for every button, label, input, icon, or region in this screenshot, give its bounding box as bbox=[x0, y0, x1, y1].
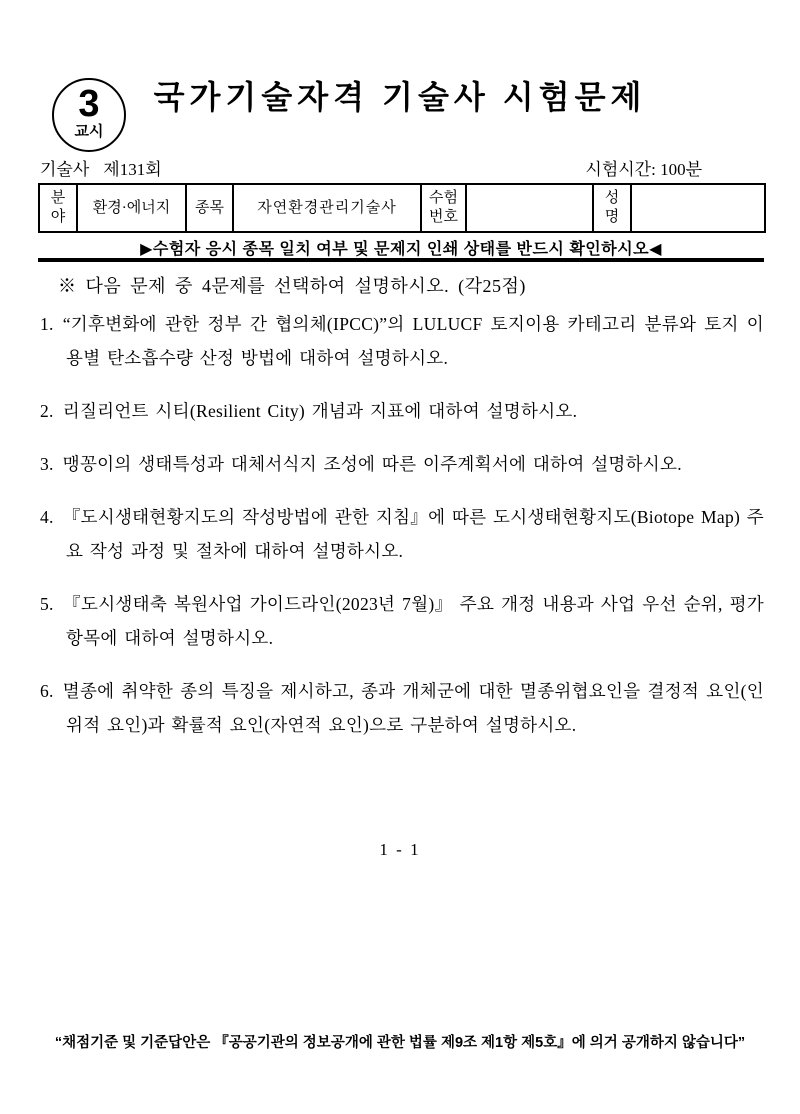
question-text: 『도시생태현황지도의 작성방법에 관한 지침』에 따른 도시생태현황지도(Biotope Map) 주요 작성 과정 및 절차에 대하여 설명하시오. bbox=[62, 507, 764, 561]
question-number: 1. bbox=[40, 314, 54, 334]
question-item bbox=[40, 447, 764, 481]
question-number: 3. bbox=[40, 454, 54, 474]
subject-value-cell: 자연환경관리기술사 bbox=[233, 184, 421, 232]
field-value-cell: 환경·에너지 bbox=[77, 184, 186, 232]
question-number: 5. bbox=[40, 594, 54, 614]
question-number: 6. bbox=[40, 681, 54, 701]
meta-row bbox=[40, 160, 764, 180]
selection-instruction: ※ 다음 문제 중 4문제를 선택하여 설명하시오. (각25점) bbox=[58, 276, 526, 296]
question-item bbox=[40, 394, 764, 428]
exam-duration: 시험시간: 100분 bbox=[585, 160, 702, 179]
name-input-cell bbox=[631, 184, 765, 232]
question-text: “기후변화에 관한 정부 간 협의체(IPCC)”의 LULUCF 토지이용 카테고리 분류와 토지 이용별 탄소흡수량 산정 방법에 대하여 설명하시오. bbox=[62, 314, 764, 368]
name-label-cell: 성명 bbox=[593, 184, 631, 232]
check-notice: ▶수험자 응시 종목 일치 여부 및 문제지 인쇄 상태를 반드시 확인하시오◀ bbox=[140, 241, 662, 258]
question-number: 2. bbox=[40, 401, 54, 421]
divider-rule bbox=[38, 258, 764, 262]
question-item bbox=[40, 500, 764, 568]
exam-meta bbox=[40, 160, 176, 180]
question-item bbox=[40, 674, 764, 742]
disclosure-footer: “채점기준 및 기준답안은 『공공기관의 정보공개에 관한 법률 제9조 제1항 제5호』에 의거 공개하지 않습니다” bbox=[54, 1035, 746, 1051]
questions-list bbox=[40, 307, 764, 761]
page-number: 1 - 1 bbox=[379, 840, 421, 859]
exam-round: 제131회 bbox=[103, 160, 162, 179]
question-number: 4. bbox=[40, 507, 54, 527]
question-text: 리질리언트 시티(Resilient City) 개념과 지표에 대하여 설명하시오. bbox=[62, 401, 578, 421]
exam-number-label-cell: 수험번호 bbox=[421, 184, 466, 232]
exam-type: 기술사 bbox=[40, 160, 90, 179]
question-item bbox=[40, 587, 764, 655]
subject-label-cell: 종목 bbox=[186, 184, 233, 232]
question-text: 멸종에 취약한 종의 특징을 제시하고, 종과 개체군에 대한 멸종위협요인을 결정적 요인(인위적 요인)과 확률적 요인(자연적 요인)으로 구분하여 설명하시오. bbox=[62, 681, 764, 735]
field-label-cell: 분야 bbox=[39, 184, 77, 232]
page-title: 국가기술자격 기술사 시험문제 bbox=[153, 79, 647, 115]
candidate-info-table bbox=[38, 183, 766, 233]
table-row bbox=[39, 184, 765, 232]
question-text: 맹꽁이의 생태특성과 대체서식지 조성에 따른 이주계획서에 대하여 설명하시오. bbox=[62, 454, 682, 474]
session-number: 3 bbox=[78, 83, 100, 125]
exam-number-input-cell bbox=[466, 184, 593, 232]
question-item bbox=[40, 307, 764, 375]
question-text: 『도시생태축 복원사업 가이드라인(2023년 7월)』 주요 개정 내용과 사업 우선 순위, 평가항목에 대하여 설명하시오. bbox=[62, 594, 764, 648]
session-label: 교시 bbox=[74, 123, 104, 140]
